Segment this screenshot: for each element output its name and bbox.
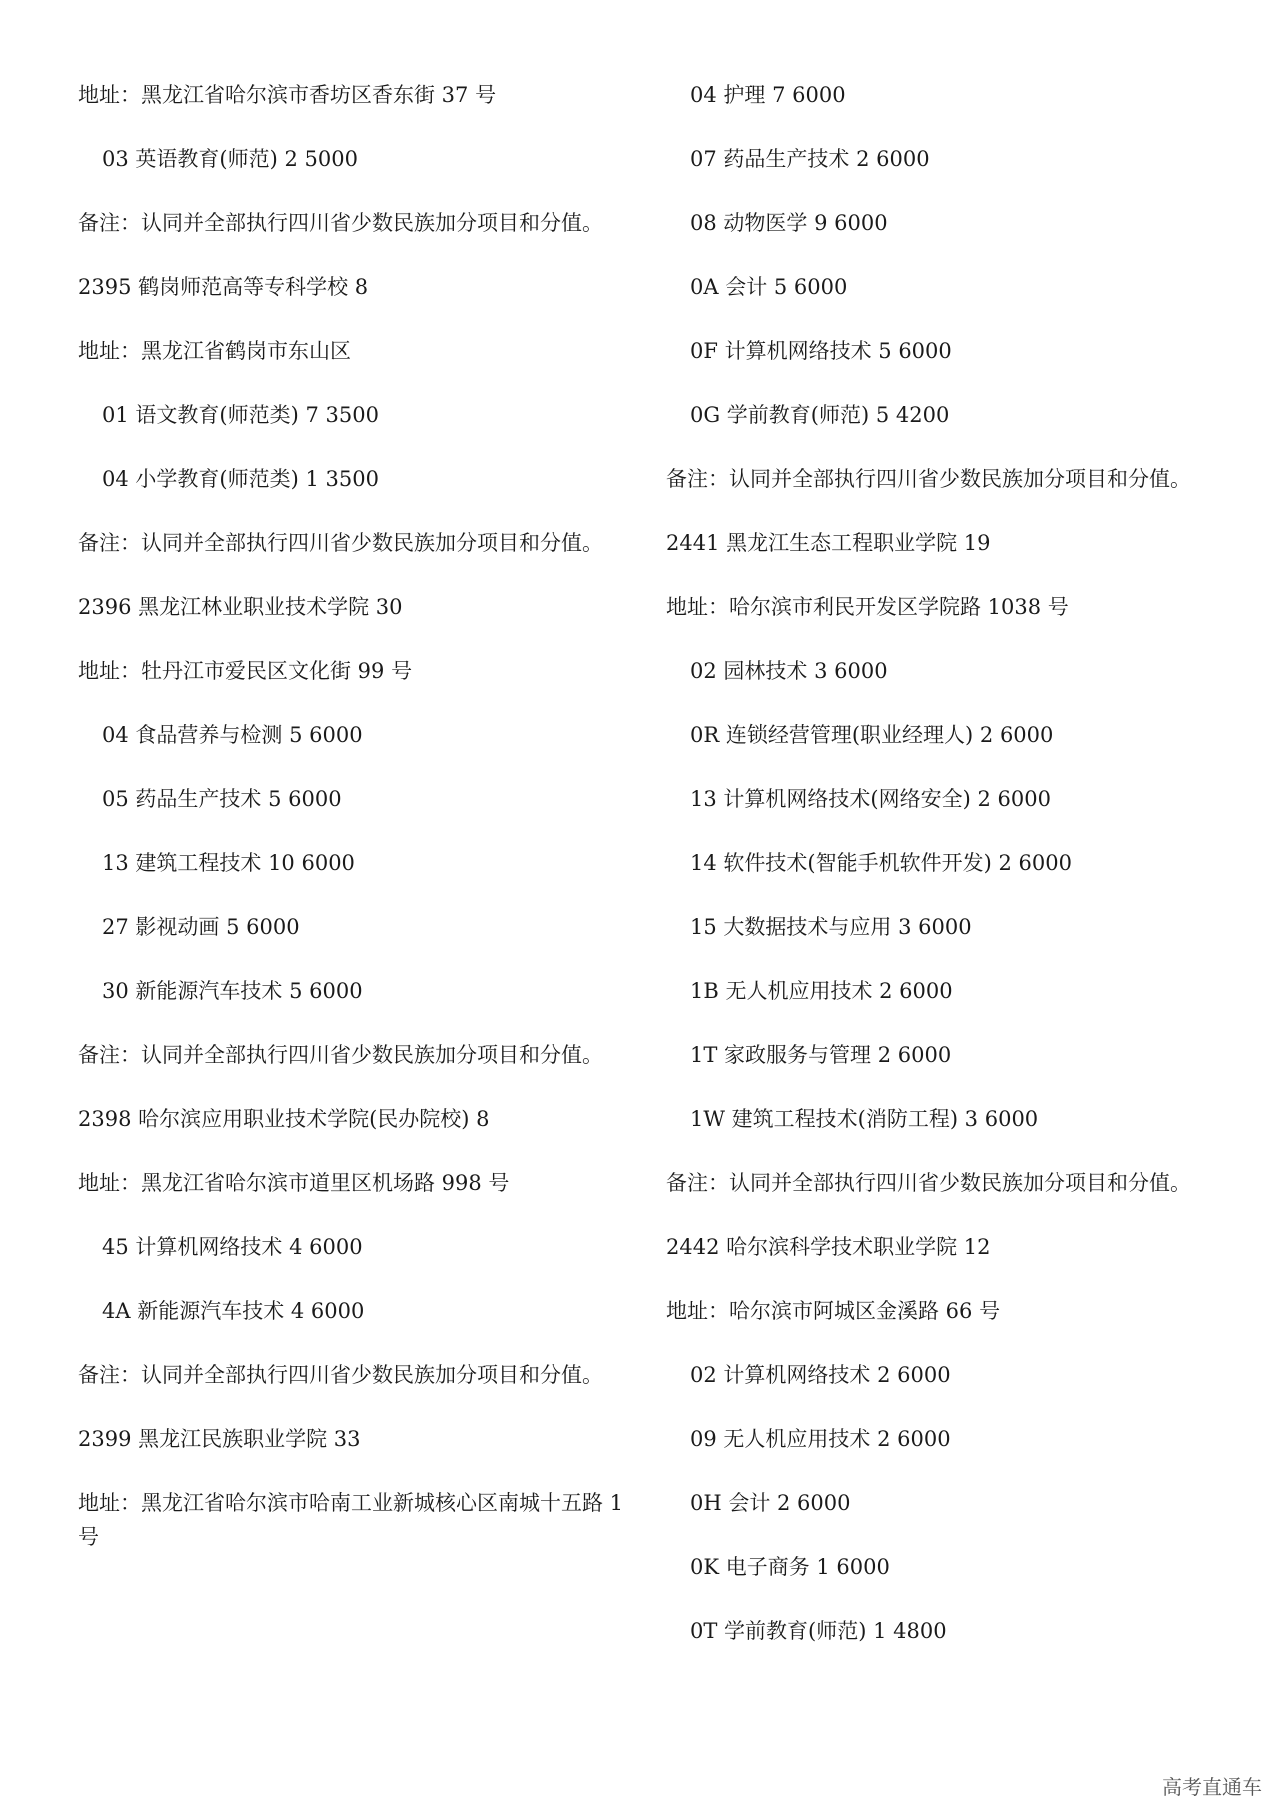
note-line: 备注：认同并全部执行四川省少数民族加分项目和分值。: [78, 211, 603, 235]
note-line: 备注：认同并全部执行四川省少数民族加分项目和分值。: [666, 1171, 1191, 1195]
major-entry: 13 计算机网络技术(网络安全) 2 6000: [690, 787, 1051, 811]
major-entry: 09 无人机应用技术 2 6000: [690, 1427, 951, 1451]
major-entry: 0K 电子商务 1 6000: [690, 1555, 890, 1579]
note-line: 备注：认同并全部执行四川省少数民族加分项目和分值。: [666, 467, 1191, 491]
note-line: 备注：认同并全部执行四川省少数民族加分项目和分值。: [78, 531, 603, 555]
school-heading: 2399 黑龙江民族职业学院 33: [78, 1427, 361, 1451]
major-entry: 14 软件技术(智能手机软件开发) 2 6000: [690, 851, 1072, 875]
major-entry: 07 药品生产技术 2 6000: [690, 147, 930, 171]
address-line: 地址：黑龙江省哈尔滨市哈南工业新城核心区南城十五路 1 号: [78, 1491, 624, 1549]
major-entry: 04 护理 7 6000: [690, 83, 846, 107]
major-entry: 27 影视动画 5 6000: [102, 915, 300, 939]
address-line: 地址：黑龙江省哈尔滨市香坊区香东街 37 号: [78, 83, 497, 107]
major-entry: 01 语文教育(师范类) 7 3500: [102, 403, 379, 427]
major-entry: 0F 计算机网络技术 5 6000: [690, 339, 952, 363]
address-line: 地址：黑龙江省哈尔滨市道里区机场路 998 号: [78, 1171, 510, 1195]
address-line: 地址：黑龙江省鹤岗市东山区: [78, 339, 351, 363]
major-entry: 02 计算机网络技术 2 6000: [690, 1363, 951, 1387]
major-entry: 0R 连锁经营管理(职业经理人) 2 6000: [690, 723, 1054, 747]
school-heading: 2442 哈尔滨科学技术职业学院 12: [666, 1235, 991, 1259]
address-line: 地址：哈尔滨市利民开发区学院路 1038 号: [666, 595, 1069, 619]
major-entry: 0G 学前教育(师范) 5 4200: [690, 403, 950, 427]
major-entry: 15 大数据技术与应用 3 6000: [690, 915, 972, 939]
major-entry: 1W 建筑工程技术(消防工程) 3 6000: [690, 1107, 1039, 1131]
major-entry: 0A 会计 5 6000: [690, 275, 848, 299]
watermark: 高考直通车: [1162, 1775, 1262, 1799]
major-entry: 0T 学前教育(师范) 1 4800: [690, 1619, 947, 1643]
major-entry: 4A 新能源汽车技术 4 6000: [102, 1299, 365, 1323]
right-column: [666, 78, 1226, 1678]
note-line: 备注：认同并全部执行四川省少数民族加分项目和分值。: [78, 1043, 603, 1067]
major-entry: 1T 家政服务与管理 2 6000: [690, 1043, 952, 1067]
major-entry: 04 小学教育(师范类) 1 3500: [102, 467, 379, 491]
major-entry: 13 建筑工程技术 10 6000: [102, 851, 355, 875]
major-entry: 45 计算机网络技术 4 6000: [102, 1235, 363, 1259]
major-entry: 02 园林技术 3 6000: [690, 659, 888, 683]
address-line: 地址：哈尔滨市阿城区金溪路 66 号: [666, 1299, 1001, 1323]
school-heading: 2441 黑龙江生态工程职业学院 19: [666, 531, 991, 555]
address-line: 地址：牡丹江市爱民区文化街 99 号: [78, 659, 413, 683]
note-line: 备注：认同并全部执行四川省少数民族加分项目和分值。: [78, 1363, 603, 1387]
school-heading: 2396 黑龙江林业职业技术学院 30: [78, 595, 403, 619]
major-entry: 1B 无人机应用技术 2 6000: [690, 979, 953, 1003]
major-entry: 08 动物医学 9 6000: [690, 211, 888, 235]
major-entry: 30 新能源汽车技术 5 6000: [102, 979, 363, 1003]
school-heading: 2398 哈尔滨应用职业技术学院(民办院校) 8: [78, 1107, 490, 1131]
left-column: [78, 78, 638, 1584]
school-heading: 2395 鹤岗师范高等专科学校 8: [78, 275, 369, 299]
major-entry: 0H 会计 2 6000: [690, 1491, 851, 1515]
major-entry: 04 食品营养与检测 5 6000: [102, 723, 363, 747]
major-entry: 05 药品生产技术 5 6000: [102, 787, 342, 811]
major-entry: 03 英语教育(师范) 2 5000: [102, 147, 358, 171]
